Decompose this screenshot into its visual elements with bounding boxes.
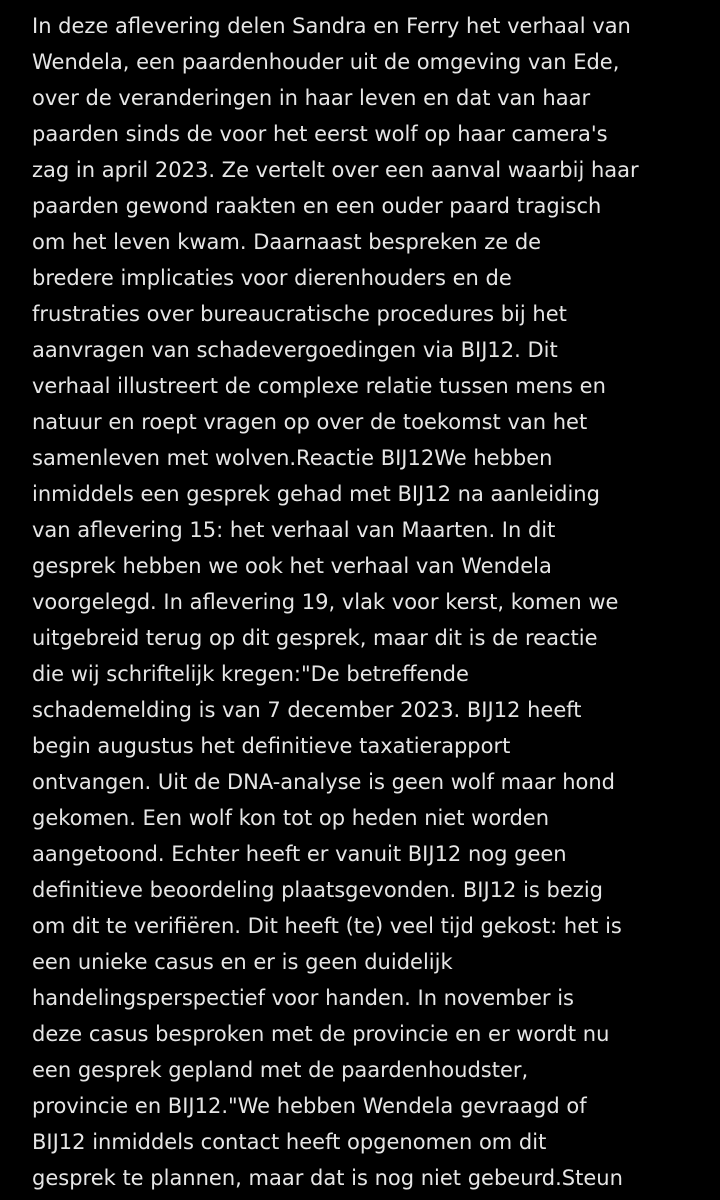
description-line: In deze aflevering delen Sandra en Ferry het verhaal van: [32, 14, 631, 38]
description-line: Wendela, een paardenhouder uit de omgeving van Ede,: [32, 50, 620, 74]
description-line: provincie en BIJ12."We hebben Wendela gevraagd of: [32, 1094, 587, 1118]
description-line: van aflevering 15: het verhaal van Maarten. In dit: [32, 518, 556, 542]
description-line: aanvragen van schadevergoedingen via BIJ12. Dit: [32, 338, 558, 362]
description-line: definitieve beoordeling plaatsgevonden. BIJ12 is bezig: [32, 878, 603, 902]
episode-description: [32, 8, 712, 1196]
description-line: gesprek te plannen, maar dat is nog niet gebeurd.Steun: [32, 1166, 623, 1190]
description-line: verhaal illustreert de complexe relatie tussen mens en: [32, 374, 606, 398]
description-line: om het leven kwam. Daarnaast bespreken ze de: [32, 230, 542, 254]
description-line: uitgebreid terug op dit gesprek, maar dit is de reactie: [32, 626, 598, 650]
description-line: begin augustus het definitieve taxatierapport: [32, 734, 511, 758]
description-line: ontvangen. Uit de DNA-analyse is geen wolf maar hond: [32, 770, 615, 794]
description-line: paarden gewond raakten en een ouder paard tragisch: [32, 194, 602, 218]
description-line: gekomen. Een wolf kon tot op heden niet worden: [32, 806, 550, 830]
description-line: over de veranderingen in haar leven en dat van haar: [32, 86, 591, 110]
description-line: bredere implicaties voor dierenhouders en de: [32, 266, 512, 290]
description-line: inmiddels een gesprek gehad met BIJ12 na aanleiding: [32, 482, 600, 506]
description-line: frustraties over bureaucratische procedures bij het: [32, 302, 567, 326]
description-line: aangetoond. Echter heeft er vanuit BIJ12 nog geen: [32, 842, 567, 866]
description-line: een unieke casus en er is geen duidelijk: [32, 950, 453, 974]
description-line: zag in april 2023. Ze vertelt over een aanval waarbij haar: [32, 158, 639, 182]
description-line: paarden sinds de voor het eerst wolf op haar camera's: [32, 122, 608, 146]
description-line: voorgelegd. In aflevering 19, vlak voor kerst, komen we: [32, 590, 619, 614]
description-line: natuur en roept vragen op over de toekomst van het: [32, 410, 588, 434]
description-line: samenleven met wolven.Reactie BIJ12We hebben: [32, 446, 553, 470]
description-line: handelingsperspectief voor handen. In november is: [32, 986, 574, 1010]
description-line: om dit te verifiëren. Dit heeft (te) veel tijd gekost: het is: [32, 914, 622, 938]
description-line: die wij schriftelijk kregen:"De betreffende: [32, 662, 469, 686]
description-line: een gesprek gepland met de paardenhoudster,: [32, 1058, 529, 1082]
description-line: schademelding is van 7 december 2023. BIJ12 heeft: [32, 698, 582, 722]
description-line: BIJ12 inmiddels contact heeft opgenomen om dit: [32, 1130, 547, 1154]
description-line: gesprek hebben we ook het verhaal van Wendela: [32, 554, 552, 578]
description-line: deze casus besproken met de provincie en er wordt nu: [32, 1022, 610, 1046]
